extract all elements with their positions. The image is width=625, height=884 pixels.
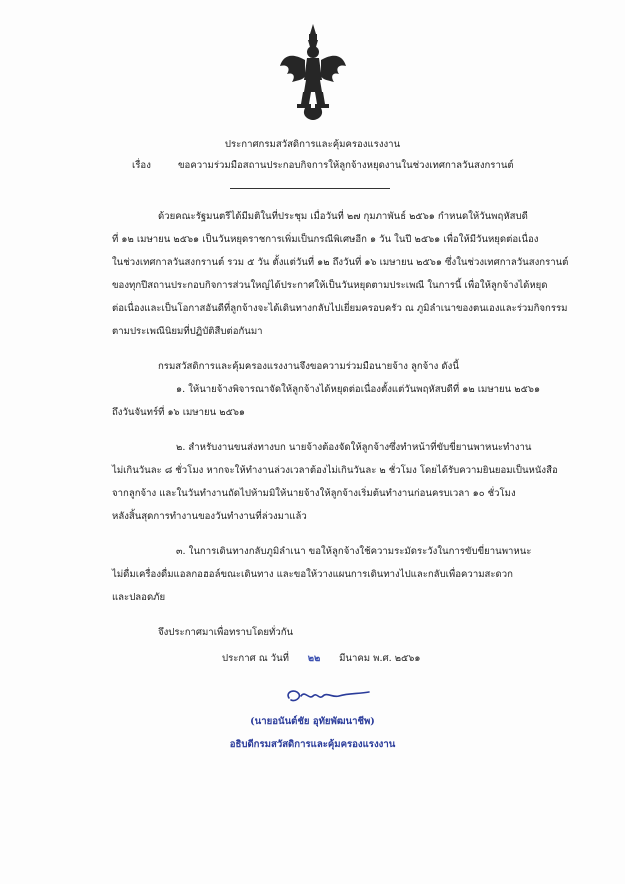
paragraph-1-line: ที่ ๑๒ เมษายน ๒๕๖๑ เป็นวันหยุดราชการเพิ่มเป็นกรณีพิเศษอีก ๑ วัน ในปี ๒๕๖๑ เพื่อให้มีวันหยุดต่อเนื่อง bbox=[112, 234, 539, 245]
item-2-line: หลังสิ้นสุดการทำงานของวันทำงานที่ล่วงมาแล้ว bbox=[112, 511, 307, 522]
date-month-year: มีนาคม พ.ศ. ๒๕๖๑ bbox=[339, 653, 421, 664]
announcement-title: ประกาศกรมสวัสดิการและคุ้มครองแรงงาน bbox=[224, 139, 401, 150]
paragraph-2: กรมสวัสดิการและคุ้มครองแรงงานจึงขอความร่วมมือนายจ้าง ลูกจ้าง ดังนี้ bbox=[158, 361, 459, 372]
paragraph-1-line: ในช่วงเทศกาลวันสงกรานต์ รวม ๕ วัน ตั้งแต่วันที่ ๑๒ ถึงวันที่ ๑๖ เมษายน ๒๕๖๑ ซึ่งในช่วงเทศกาลวันสงกรานต์ bbox=[112, 257, 569, 268]
paragraph-1-line: ด้วยคณะรัฐมนตรีได้มีมติในที่ประชุม เมื่อวันที่ ๒๗ กุมภาพันธ์ ๒๕๖๑ กำหนดให้วันพฤหัสบดี bbox=[158, 211, 528, 222]
heading-divider bbox=[230, 188, 390, 189]
item-2-line: ๒. สำหรับงานขนส่งทางบก นายจ้างต้องจัดให้ลูกจ้างซึ่งทำหน้าที่ขับขี่ยานพาหนะทำงาน bbox=[176, 442, 532, 453]
signatory-position: อธิบดีกรมสวัสดิการและคุ้มครองแรงงาน bbox=[229, 739, 396, 750]
signatory-name: (นายอนันต์ชัย อุทัยพัฒนาชีพ) bbox=[250, 716, 375, 727]
item-1-line: ถึงวันจันทร์ที่ ๑๖ เมษายน ๒๕๖๑ bbox=[112, 407, 246, 418]
item-1-line: ๑. ให้นายจ้างพิจารณาจัดให้ลูกจ้างได้หยุดต่อเนื่องตั้งแต่วันพฤหัสบดีที่ ๑๒ เมษายน ๒๕๖๑ bbox=[176, 384, 541, 395]
item-3-line: ไม่ดื่มเครื่องดื่มแอลกอฮอล์ขณะเดินทาง และขอให้วางแผนการเดินทางไปและกลับเพื่อความสะดวก bbox=[112, 569, 513, 580]
paragraph-1-line: ตามประเพณีนิยมที่ปฏิบัติสืบต่อกันมา bbox=[112, 326, 263, 337]
date-line bbox=[222, 652, 420, 665]
item-2-line: ไม่เกินวันละ ๘ ชั่วโมง หากจะให้ทำงานล่วงเวลาต้องไม่เกินวันละ ๒ ชั่วโมง โดยได้รับความยินยอมเป็นหนังสือ bbox=[112, 465, 558, 476]
item-3-line: ๓. ในการเดินทางกลับภูมิลำเนา ขอให้ลูกจ้างใช้ความระมัดระวังในการขับขี่ยานพาหนะ bbox=[176, 546, 532, 557]
date-prefix: ประกาศ ณ วันที่ bbox=[222, 653, 289, 664]
date-day: ๒๒ bbox=[307, 653, 321, 664]
item-2-line: จากลูกจ้าง และในวันทำงานถัดไปห้ามมิให้นายจ้างให้ลูกจ้างเริ่มต้นทำงานก่อนครบเวลา ๑๐ ชั่วโมง bbox=[112, 488, 516, 499]
subject-label: เรื่อง bbox=[132, 160, 151, 171]
garuda-emblem-icon bbox=[279, 22, 347, 122]
closing-text: จึงประกาศมาเพื่อทราบโดยทั่วกัน bbox=[158, 627, 294, 638]
subject-text: ขอความร่วมมือสถานประกอบกิจการให้ลูกจ้างหยุดงานในช่วงเทศกาลวันสงกรานต์ bbox=[178, 160, 514, 171]
item-3-line: และปลอดภัย bbox=[112, 592, 166, 603]
paragraph-1-line: ต่อเนื่องและเป็นโอกาสอันดีที่ลูกจ้างจะได้เดินทางกลับไปเยี่ยมครอบครัว ณ ภูมิลำเนาของตนเองและร่วมกิจกรรม bbox=[112, 303, 568, 314]
handwritten-signature bbox=[283, 684, 375, 708]
paragraph-1-line: ของทุกปีสถานประกอบกิจการส่วนใหญ่ได้ประกาศให้เป็นวันหยุดตามประเพณี ในการนี้ เพื่อให้ลูกจ้างได้หยุด bbox=[112, 280, 548, 291]
